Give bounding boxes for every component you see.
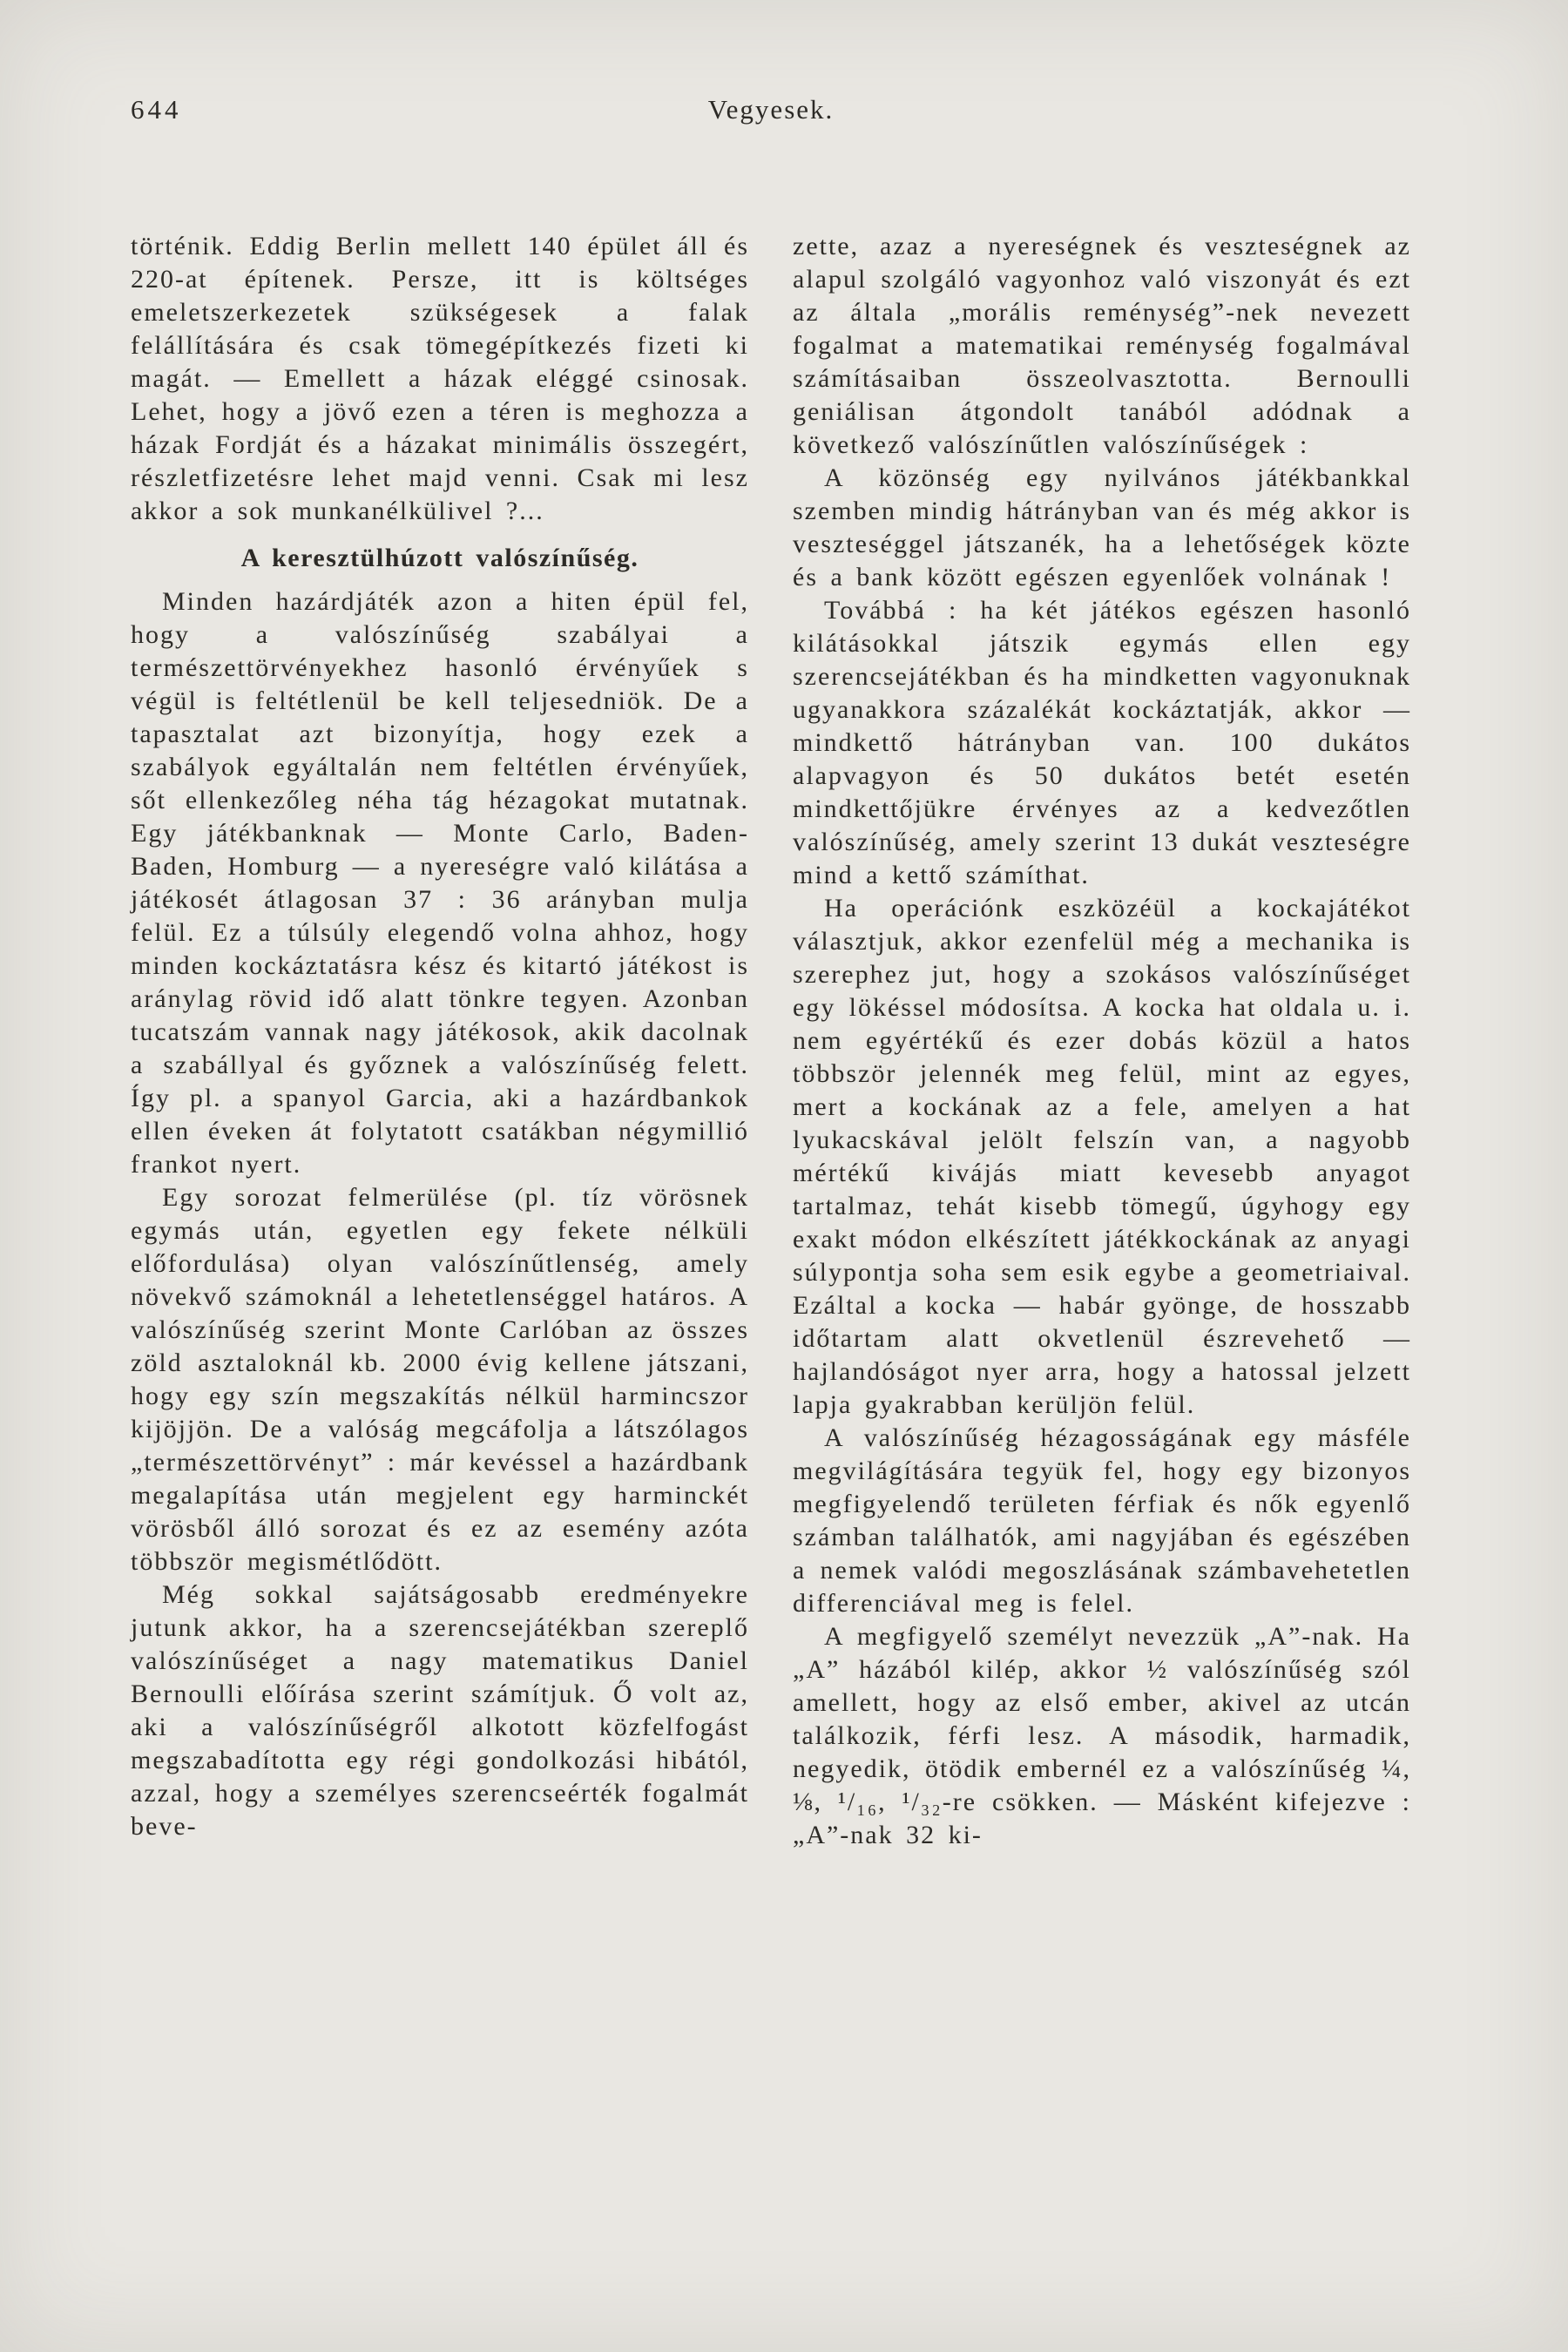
left-paragraph-1: történik. Eddig Berlin mellett 140 épület áll és 220-at építenek. Persze, itt is költséges emeletszerkezetek szükségesek a falak felállítására és csak tömegépítkezés fizeti ki magát. — Emellett a házak eléggé csinosak. Lehet, hogy a jövő ezen a téren is meghozza a házak Fordját és a házakat minimális összegért, részletfizetésre lehet majd venni. Csak mi lesz akkor a sok munkanélkülivel ?... (131, 232, 749, 525)
page-number: 644 (131, 94, 182, 125)
right-paragraph-1: zette, azaz a nyereségnek és veszteségnek az alapul szolgáló vagyonhoz való viszonyát és ezt az általa „morális reménység”-nek nevezett fogalmat a matematikai reménység fogalmával számításaiban összeolvasztotta. Bernoulli geniálisan átgondolt tanából adódnak a következő valószínűtlen valószínűségek : (793, 232, 1411, 459)
text-columns (131, 230, 1411, 1852)
left-paragraph-4: Még sokkal sajátságosabb eredményekre jutunk akkor, ha a szerencsejátékban szereplő valószínűséget a nagy matematikus Daniel Bernoulli előírása szerint számítjuk. Ő volt az, aki a valószínűségről alkotott közfelfogást megszabadította egy régi gondolkozási hibától, azzal, hogy a személyes szerencseérték fogalmát beve- (131, 1580, 749, 1841)
left-column (131, 230, 749, 1852)
running-head (131, 94, 1411, 131)
left-paragraph-3: Egy sorozat felmerülése (pl. tíz vörösnek egymás után, egyetlen egy fekete nélküli előfordulása) olyan valószínűtlenség, amely növekvő számoknál a lehetetlenséggel határos. A valószínűség szerint Monte Carlóban az összes zöld asztaloknál kb. 2000 évig kellene játszani, hogy egy szín megszakítás nélkül harmincszor kijöjjön. De a valóság megcáfolja a látszólagos „természettörvényt” : már kevéssel a hazárdbank megalapítása után megjelent egy harminckét vörösből álló sorozat és ez az esemény azóta többször megismétlődött. (131, 1183, 749, 1576)
right-paragraph-4: Ha operációnk eszközéül a kockajátékot választjuk, akkor ezenfelül még a mechanika is szerephez jut, hogy a szokásos valószínűséget egy lökéssel módosítsa. A kocka hat oldala u. i. nem egyértékű és ezer dobás közül a hatos többször jelennék meg felül, mint az egyes, mert a kockának az a fele, amelyen a hat lyukacskával jelölt felszín van, a nagyobb mértékű kivájás miatt kevesebb anyagot tartalmaz, tehát kisebb tömegű, úgyhogy egy exakt módon elkészített játékkockának az anyagi súlypontja soha sem esik egybe a geometriaival. Ezáltal a kocka — habár gyönge, de hosszabb időtartam alatt okvetlenül észrevehető — hajlandóságot nyer arra, hogy a hatossal jelzett lapja gyakrabban kerüljön felül. (793, 894, 1411, 1419)
left-paragraph-2: Minden hazárdjáték azon a hiten épül fel, hogy a valószínűség szabályai a természettörvényekhez hasonló érvényűek s végül is feltétlenül be kell teljesedniök. De a tapasztalat azt bizonyítja, hogy ezek a szabályok egyáltalán nem feltétlen érvényűek, sőt ellenkezőleg néha tág hézagokat mutatnak. Egy játékbanknak — Monte Carlo, Baden-Baden, Homburg — a nyereségre való kilátása a játékosét átlagosan 37 : 36 arányban mulja felül. Ez a túlsúly elegendő volna ahhoz, hogy minden kockáztatásra kész és kitartó játékost is aránylag rövid idő alatt tönkre tegyen. Azonban tucatszám vannak nagy játékosok, akik dacolnak a szabállyal és győznek a valószínűség felett. Így pl. a spanyol Garcia, aki a hazárdbankok ellen éveken át folytatott csatákban négymillió frankot nyert. (131, 587, 749, 1179)
section-heading: A keresztülhúzott valószínűség. (240, 544, 639, 572)
right-paragraph-2: A közönség egy nyilvános játékbankkal szemben mindig hátrányban van és még akkor is veszteséggel játszanék, ha a lehetőségek közte és a bank között egészen egyenlőek volnának ! (793, 463, 1411, 591)
right-paragraph-5: A valószínűség hézagosságának egy másféle megvilágítására tegyük fel, hogy egy bizonyos megfigyelendő területen férfiak és nők egyenlő számban találhatók, ami nagyjában és egészében a nemek valódi megoszlásának számbavehetetlen differenciával meg is felel. (793, 1423, 1411, 1618)
running-title: Vegyesek. (707, 94, 835, 125)
right-column (793, 230, 1411, 1852)
right-paragraph-3: Továbbá : ha két játékos egészen hasonló kilátásokkal játszik egymás ellen egy szerencsejátékban és ha mindketten vagyonuknak ugyanakkora százalékát kockáztatják, akkor — mindkettő hátrányban van. 100 dukátos alapvagyon és 50 dukátos betét esetén mindkettőjükre érvényes az a kedvezőtlen valószínűség, amely szerint 13 dukát veszteségre mind a kettő számíthat. (793, 596, 1411, 889)
right-paragraph-6: A megfigyelő személyt nevezzük „A”-nak. Ha „A” házából kilép, akkor ½ valószínűség szól amellett, hogy az első ember, akivel az utcán találkozik, férfi lesz. A második, harmadik, negyedik, ötödik embernél ez a valószínűség ¼, ⅛, ¹/₁₆, ¹/₃₂-re csökken. — Másként kifejezve : „A”-nak 32 ki- (793, 1622, 1411, 1849)
